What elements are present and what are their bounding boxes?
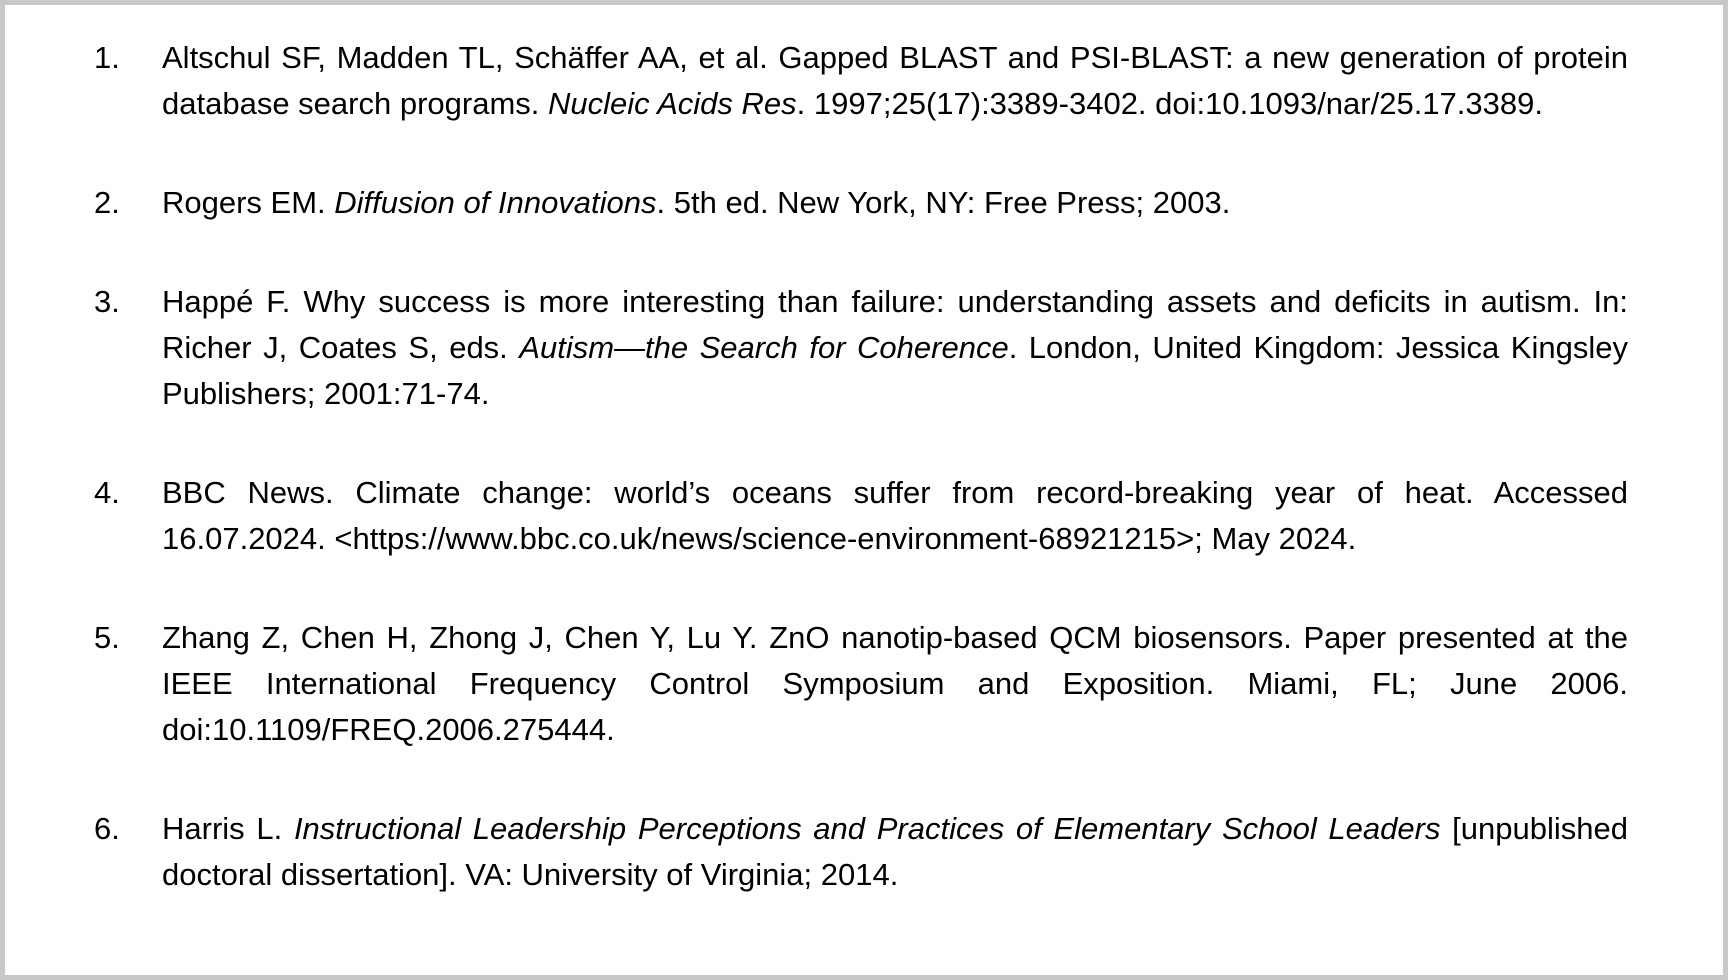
reference-authors-title: Altschul SF, Madden TL, Schäffer AA, et al. Gapped BLAST and PSI-BLAST: a new generation of protein database search programs. — [162, 40, 1628, 121]
reference-details: [unpublished doctoral dissertation]. VA: University of Virginia; 2014. — [162, 811, 1628, 892]
reference-text — [162, 35, 1628, 127]
reference-number: 4. — [94, 475, 120, 510]
reference-full-text: BBC News. Climate change: world’s oceans suffer from record-breaking year of heat. Accessed 16.07.2024. <https://www.bbc.co.uk/news/science-environment-68921215>; May 2024. — [162, 475, 1628, 556]
reference-authors-title: Happé F. Why success is more interesting than failure: understanding assets and deficits in autism. In: Richer J, Coates S, eds. — [162, 284, 1628, 365]
reference-number: 2. — [94, 185, 120, 220]
reference-text — [162, 615, 1628, 753]
reference-number: 6. — [94, 811, 120, 846]
reference-text — [162, 470, 1628, 562]
reference-text — [162, 180, 1628, 226]
reference-item-2 — [94, 180, 1628, 226]
reference-list — [94, 35, 1628, 898]
reference-number: 1. — [94, 40, 120, 75]
reference-book-title: Diffusion of Innovations — [334, 185, 657, 220]
reference-item-3 — [94, 279, 1628, 417]
reference-book-title: Autism—the Search for Coherence — [519, 330, 1009, 365]
reference-item-6 — [94, 806, 1628, 898]
reference-text — [162, 279, 1628, 417]
reference-details: . London, United Kingdom: Jessica Kingsley Publishers; 2001:71-74. — [162, 330, 1628, 411]
reference-details: . 5th ed. New York, NY: Free Press; 2003. — [656, 185, 1231, 220]
reference-dissertation-title: Instructional Leadership Perceptions and Practices of Elementary School Leaders — [293, 811, 1441, 846]
reference-number: 3. — [94, 284, 120, 319]
reference-item-1 — [94, 35, 1628, 127]
reference-text — [162, 806, 1628, 898]
reference-details: . 1997;25(17):3389-3402. doi:10.1093/nar/25.17.3389. — [796, 86, 1543, 121]
reference-item-4 — [94, 470, 1628, 562]
reference-number: 5. — [94, 620, 120, 655]
reference-journal: Nucleic Acids Res — [548, 86, 797, 121]
reference-authors: Harris L. — [162, 811, 294, 846]
reference-full-text: Zhang Z, Chen H, Zhong J, Chen Y, Lu Y. ZnO nanotip-based QCM biosensors. Paper presented at the IEEE International Frequency Control Symposium and Exposition. Miami, FL; June 2006. doi:10.1109/FREQ.2006.275444. — [162, 620, 1628, 747]
reference-authors: Rogers EM. — [162, 185, 335, 220]
reference-item-5 — [94, 615, 1628, 753]
document-page — [5, 5, 1723, 975]
